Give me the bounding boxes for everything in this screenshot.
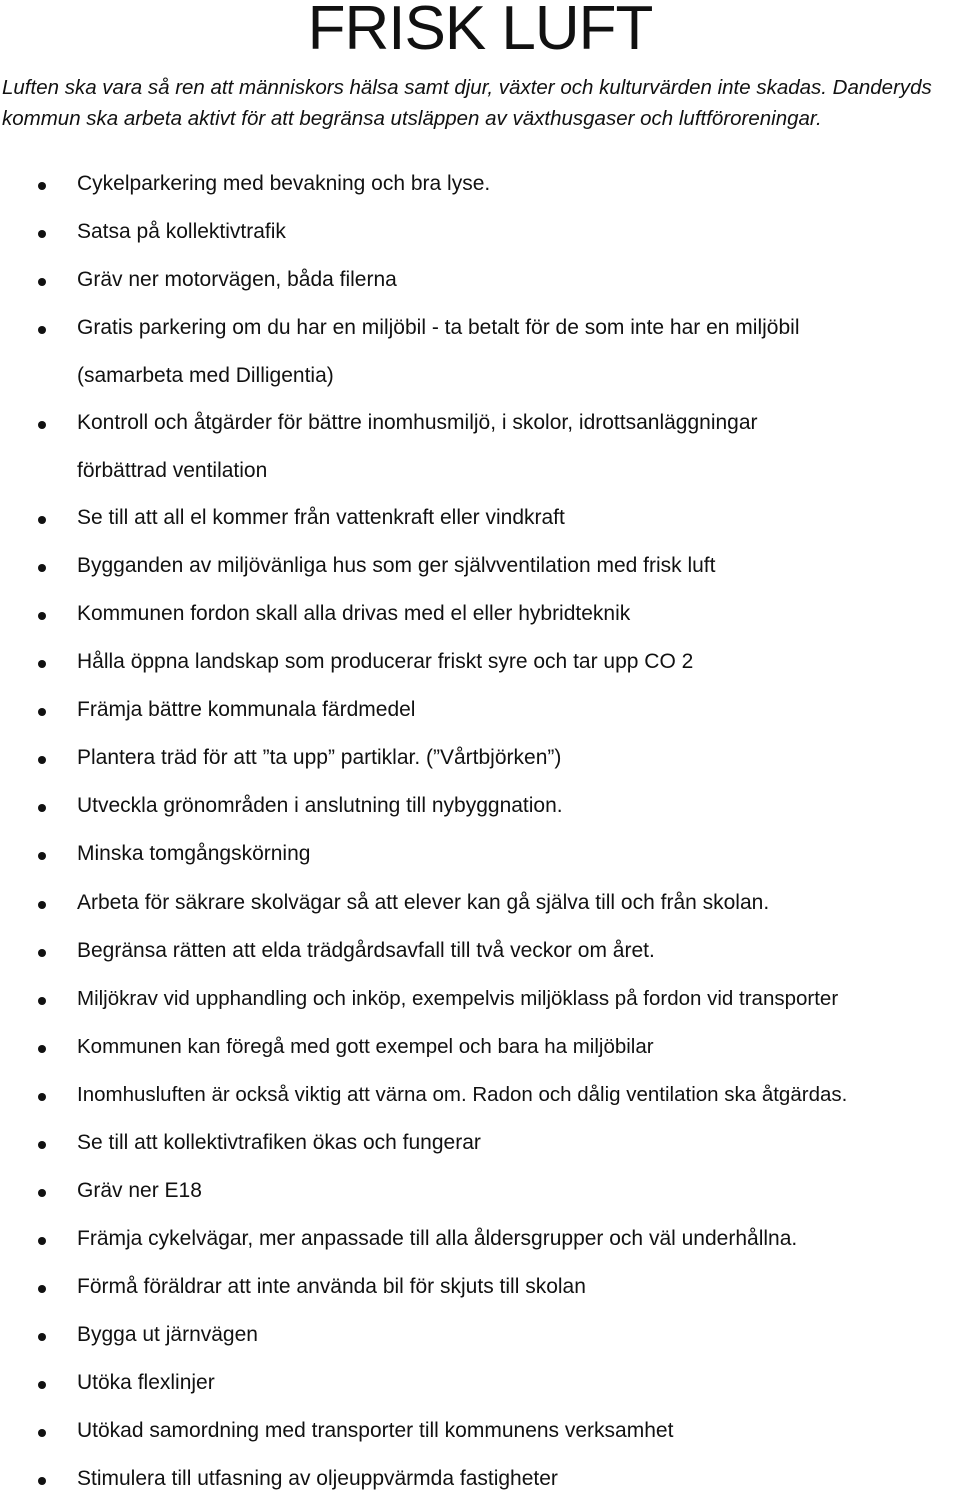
list-item xyxy=(0,1274,960,1304)
bullet-icon xyxy=(38,804,46,812)
list-item xyxy=(0,1178,960,1208)
list-item xyxy=(0,1082,960,1112)
bullet-icon xyxy=(38,1381,46,1389)
bullet-icon xyxy=(38,278,46,286)
list-item-text: Utöka flexlinjer xyxy=(77,1371,215,1394)
list-item-text: Utveckla grönområden i anslutning till nybyggnation. xyxy=(77,794,563,817)
list-item xyxy=(0,1370,960,1400)
bullet-icon xyxy=(38,564,46,572)
bullet-icon xyxy=(38,182,46,190)
list-item-text: Plantera träd för att ”ta upp” partiklar. (”Vårtbjörken”) xyxy=(77,746,562,769)
list-item xyxy=(0,1130,960,1160)
list-item-text: Bygga ut järnvägen xyxy=(77,1323,258,1346)
list-item xyxy=(0,1322,960,1352)
bullet-icon xyxy=(38,1141,46,1149)
bullet-icon xyxy=(38,1093,46,1101)
bullet-icon xyxy=(38,326,46,334)
bullet-icon xyxy=(38,949,46,957)
list-item xyxy=(0,505,960,535)
list-item xyxy=(0,219,960,249)
bullet-icon xyxy=(38,230,46,238)
list-item-text: Cykelparkering med bevakning och bra lyse. xyxy=(77,172,491,195)
list-item-text: Begränsa rätten att elda trädgårdsavfall till två veckor om året. xyxy=(77,939,655,962)
bullet-icon xyxy=(38,1333,46,1341)
bullet-icon xyxy=(38,708,46,716)
bullet-icon xyxy=(38,421,46,429)
list-item xyxy=(0,1418,960,1448)
list-item xyxy=(0,410,960,482)
list-item-text: Gratis parkering om du har en miljöbil - ta betalt för de som inte har en miljöbil xyxy=(77,316,800,339)
list-item-text: Kontroll och åtgärder för bättre inomhusmiljö, i skolor, idrottsanläggningar xyxy=(77,411,758,434)
bullet-icon xyxy=(38,1045,46,1053)
list-item xyxy=(0,841,960,871)
list-item-text: Utökad samordning med transporter till kommunens verksamhet xyxy=(77,1419,674,1442)
list-item xyxy=(0,1226,960,1256)
bullet-icon xyxy=(38,612,46,620)
list-item xyxy=(0,986,960,1016)
intro-paragraph: Luften ska vara så ren att människors hälsa samt djur, växter och kulturvärden inte skadas. Danderyds kommun ska arbeta aktivt för att begränsa utsläppen av växthusgaser och luftföroreningar. xyxy=(2,76,932,130)
list-item-text: Satsa på kollektivtrafik xyxy=(77,220,286,243)
list-item-text: Hålla öppna landskap som producerar friskt syre och tar upp CO 2 xyxy=(77,650,694,673)
bullet-icon xyxy=(38,1189,46,1197)
list-item-text: Se till att all el kommer från vattenkraft eller vindkraft xyxy=(77,506,565,529)
list-item-continuation: förbättrad ventilation xyxy=(77,459,268,482)
bullet-icon xyxy=(38,516,46,524)
list-item xyxy=(0,649,960,679)
list-item-text: Gräv ner E18 xyxy=(77,1179,202,1202)
list-item-text: Kommunen fordon skall alla drivas med el eller hybridteknik xyxy=(77,602,631,625)
list-item xyxy=(0,1034,960,1064)
list-item xyxy=(0,553,960,583)
list-item xyxy=(0,697,960,727)
list-item-text: Arbeta för säkrare skolvägar så att elever kan gå själva till och från skolan. xyxy=(77,891,770,914)
list-item-text: Miljökrav vid upphandling och inköp, exempelvis miljöklass på fordon vid transporter xyxy=(77,987,839,1010)
bullet-icon xyxy=(38,901,46,909)
list-item-text: Främja cykelvägar, mer anpassade till alla åldersgrupper och väl underhållna. xyxy=(77,1227,798,1250)
bullet-icon xyxy=(38,852,46,860)
list-item xyxy=(0,745,960,775)
list-item xyxy=(0,1466,960,1496)
list-item-text: Förmå föräldrar att inte använda bil för skjuts till skolan xyxy=(77,1275,586,1298)
list-item-text: Se till att kollektivtrafiken ökas och fungerar xyxy=(77,1131,481,1154)
list-item xyxy=(0,890,960,920)
list-item xyxy=(0,793,960,823)
list-item-text: Bygganden av miljövänliga hus som ger självventilation med frisk luft xyxy=(77,554,716,577)
bullet-icon xyxy=(38,1237,46,1245)
list-item-text: Främja bättre kommunala färdmedel xyxy=(77,698,416,721)
list-item xyxy=(0,267,960,297)
bullet-icon xyxy=(38,1477,46,1485)
list-item-text: Kommunen kan föregå med gott exempel och bara ha miljöbilar xyxy=(77,1035,654,1058)
list-item-text: Stimulera till utfasning av oljeuppvärmda fastigheter xyxy=(77,1467,558,1490)
bullet-icon xyxy=(38,756,46,764)
page-title: FRISK LUFT xyxy=(307,0,653,63)
bullet-icon xyxy=(38,1285,46,1293)
bullet-icon xyxy=(38,997,46,1005)
list-item-text: Gräv ner motorvägen, båda filerna xyxy=(77,268,397,291)
list-item xyxy=(0,938,960,968)
list-item xyxy=(0,601,960,631)
bullet-icon xyxy=(38,1429,46,1437)
list-item xyxy=(0,171,960,201)
list-item-text: Inomhusluften är också viktig att värna om. Radon och dålig ventilation ska åtgärdas. xyxy=(77,1083,848,1106)
list-item xyxy=(0,315,960,387)
bullet-icon xyxy=(38,660,46,668)
list-item-continuation: (samarbeta med Dilligentia) xyxy=(77,364,334,387)
list-item-text: Minska tomgångskörning xyxy=(77,842,311,865)
